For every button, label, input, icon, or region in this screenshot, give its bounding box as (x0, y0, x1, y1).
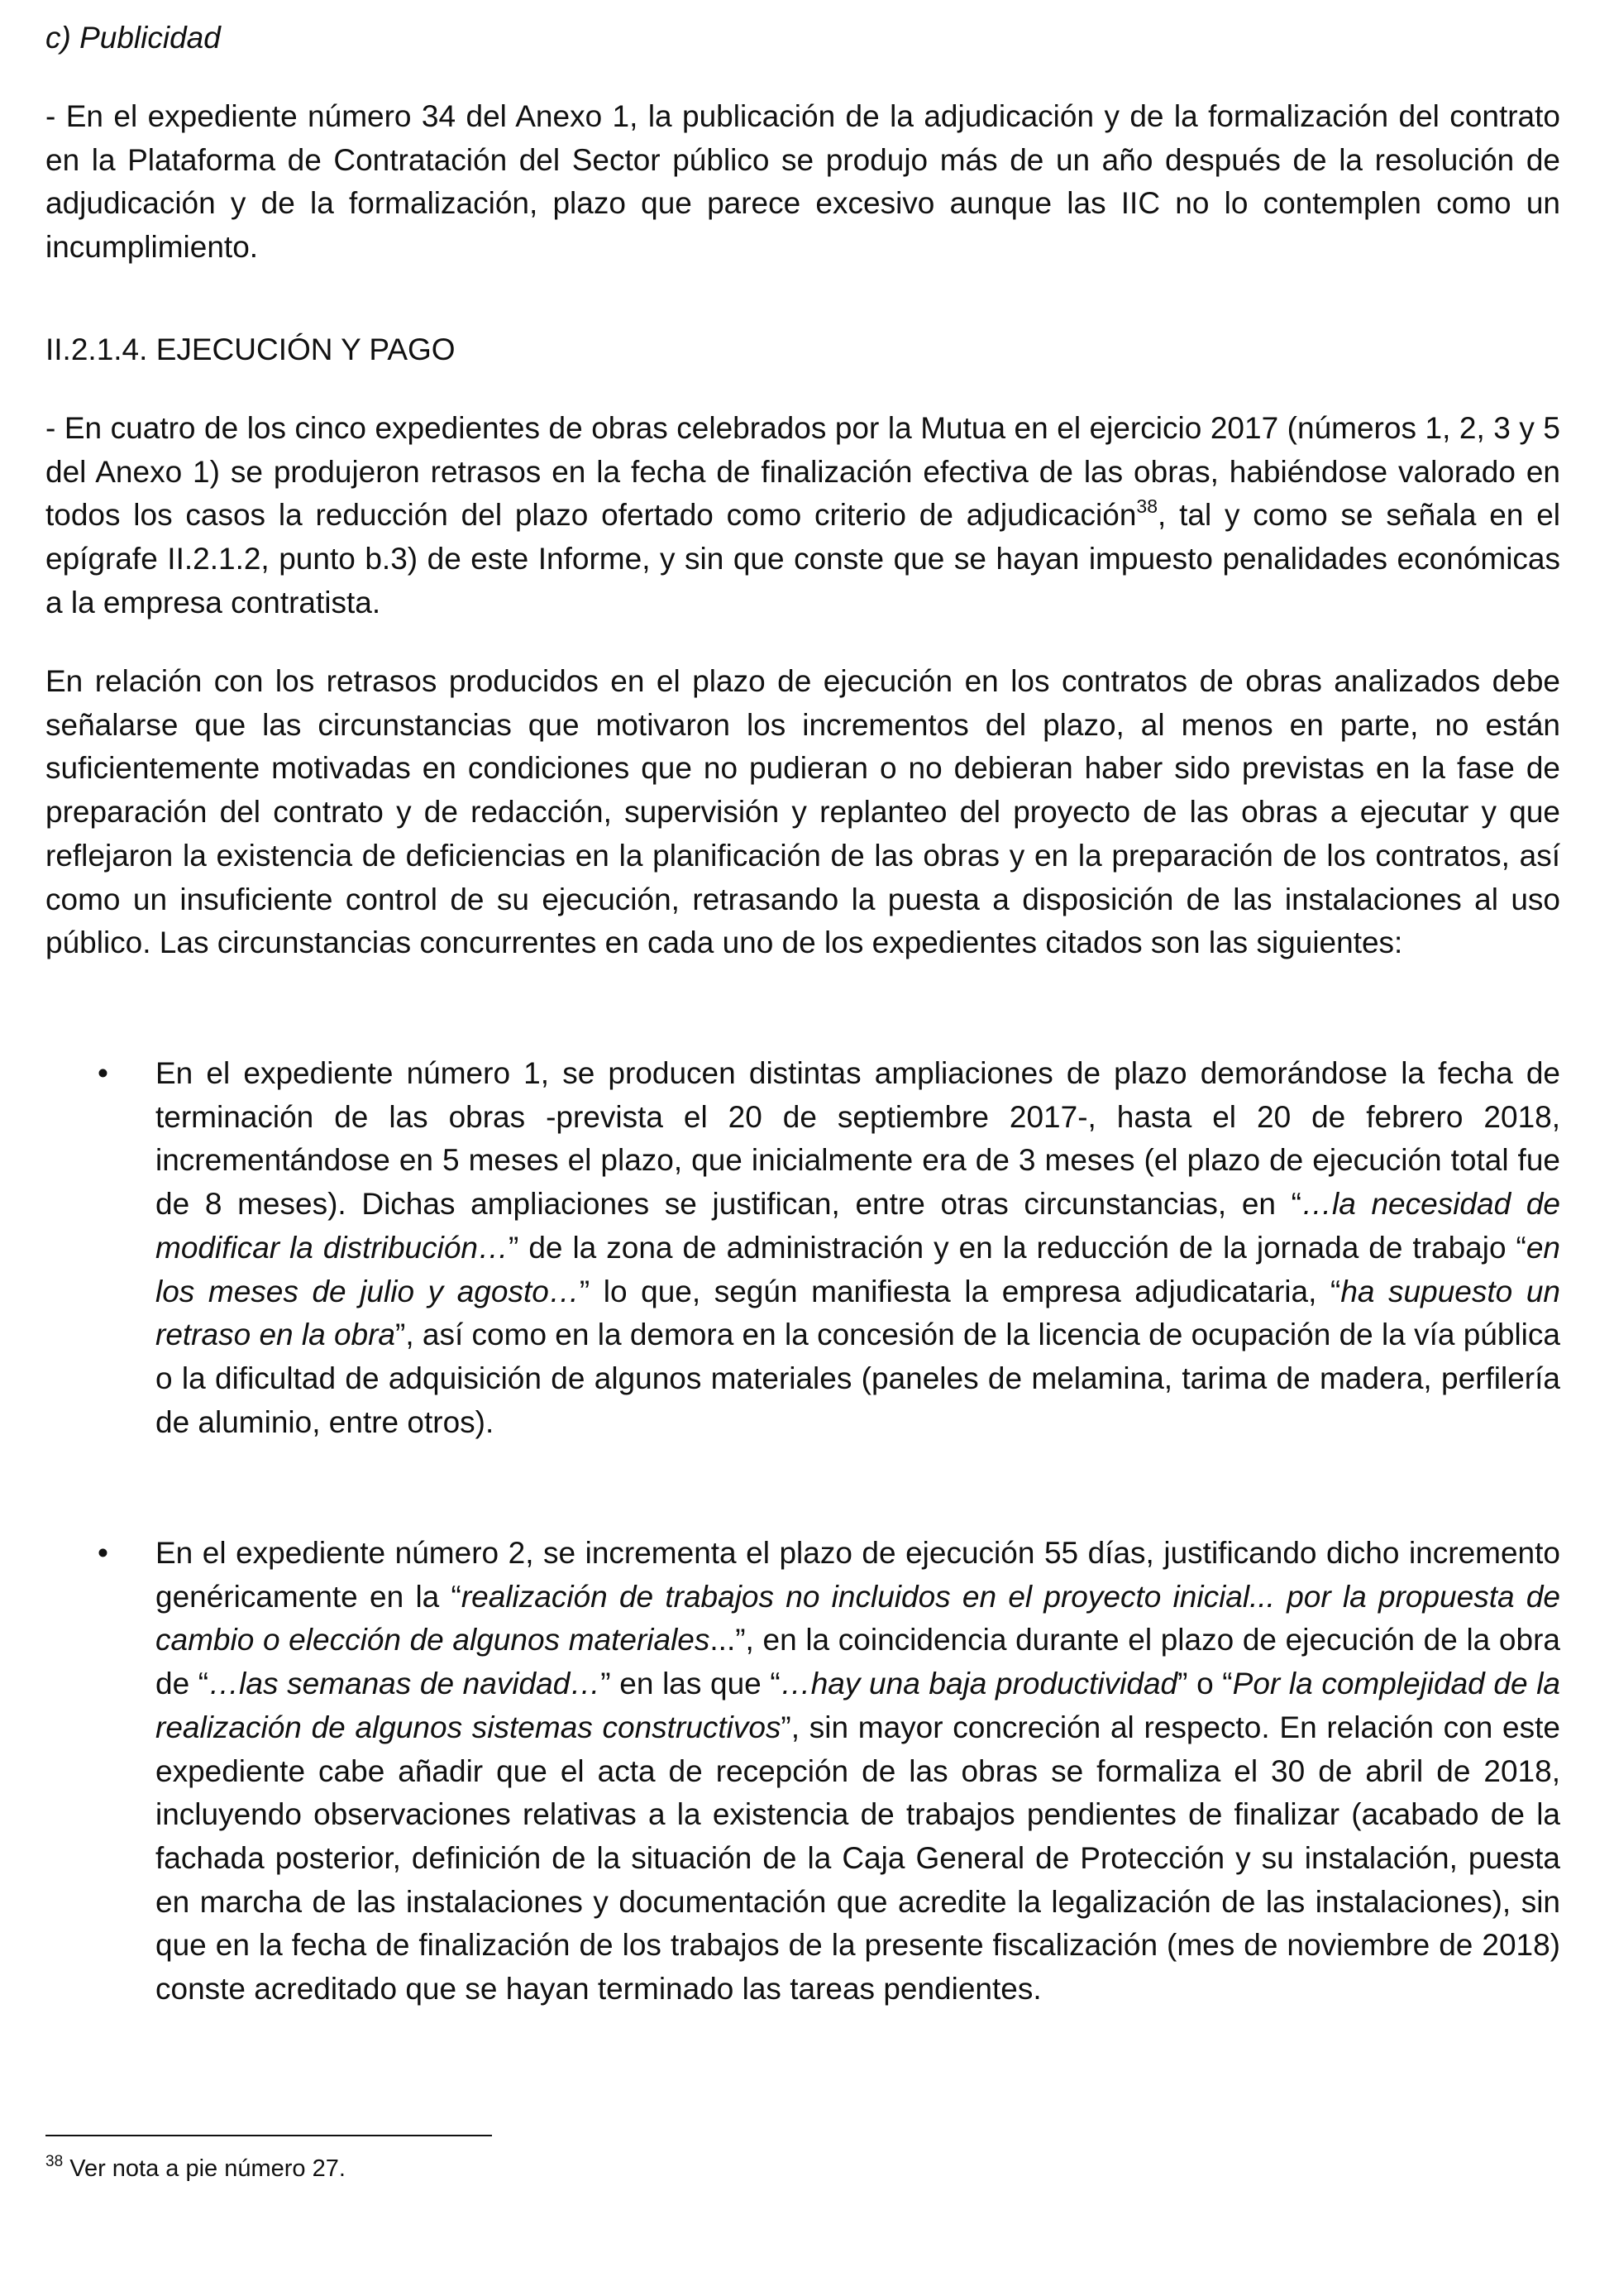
list-item-quote: en los meses de julio y agosto… (155, 1230, 1560, 1308)
footnote-reference: 38 (1136, 495, 1158, 518)
list-item-text: En el expediente número 2, se incrementa el plazo de ejecución 55 días, justificando dicho incremento genéricamente en la “ (155, 1536, 1560, 1614)
list-item-text: ” lo que, según manifiesta la empresa adjudicataria, “ (579, 1274, 1341, 1308)
list-item-quote: …la necesidad de modificar la distribución… (155, 1187, 1560, 1265)
footnote-number: 38 (45, 2153, 64, 2170)
footnote-text: Ver nota a pie número 27. (63, 2155, 346, 2182)
paragraph-ejecucion-text-a: - En cuatro de los cinco expedientes de obras celebrados por la Mutua en el ejercicio 2017 (números 1, 2, 3 y 5 del Anexo 1) se produjeron retrasos en la fecha de finalización efectiva de las obras, habiéndose valorado en todos los casos la reducción del plazo ofertado como criterio de adjudicación (45, 411, 1560, 533)
list-item-text: En el expediente número 1, se producen distintas ampliaciones de plazo demorándose la fecha de terminación de las obras -prevista el 20 de septiembre 2017-, hasta el 20 de febrero 2018, incrementándose en 5 meses el plazo, que inicialmente era de 3 meses (el plazo de ejecución total fue de 8 meses). Dichas ampliaciones se justifican, entre otras circunstancias, en “ (155, 1056, 1560, 1222)
list-item-expediente-2 (155, 1532, 1560, 2011)
list-item-quote: ha supuesto un retraso en la obra (155, 1274, 1560, 1352)
list-item-text: ” o “ (1177, 1667, 1233, 1701)
bullet-marker: • (98, 1056, 108, 1090)
list-item-expediente-1 (155, 1052, 1560, 1444)
paragraph-publicidad: - En el expediente número 34 del Anexo 1, la publicación de la adjudicación y de la formalización del contrato en la Plataforma de Contratación del Sector público se produjo más de un año después de la resolución de adjudicación y de la formalización, plazo que parece excesivo aunque las IIC no lo contemplen como un incumplimiento. (45, 99, 1560, 265)
list-item-quote: realización de trabajos no incluidos en el proyecto inicial... por la propuesta de cambio o elección de algunos materiales (155, 1579, 1560, 1657)
bullet-marker: • (98, 1536, 108, 1570)
list-item-quote: …hay una baja productividad (780, 1667, 1178, 1701)
paragraph-ejecucion (45, 407, 1560, 625)
paragraph-ejecucion-text-b: , tal y como se señala en el epígrafe II.2.1.2, punto b.3) de este Informe, y sin que conste que se hayan impuesto penalidades económicas a la empresa contratista. (45, 498, 1560, 619)
list-item-text: ” en las que “ (600, 1667, 781, 1701)
list-item-text: ” de la zona de administración y en la reducción de la jornada de trabajo “ (509, 1230, 1526, 1265)
list-item-text: ”, sin mayor concreción al respecto. En relación con este expediente cabe añadir que el acta de recepción de las obras se formaliza el 30 de abril de 2018, incluyendo observaciones relativas a la existencia de trabajos pendientes de finalizar (acabado de la fachada posterior, definición de la situación de la Caja General de Protección y su instalación, puesta en marcha de las instalaciones y documentación que acredite la legalización de las instalaciones), sin que en la fecha de finalización de los trabajos de la presente fiscalización (mes de noviembre de 2018) conste acreditado que se hayan terminado las tareas pendientes. (155, 1710, 1560, 2007)
heading-ejecucion-pago: II.2.1.4. EJECUCIÓN Y PAGO (45, 332, 456, 366)
heading-publicidad: c) Publicidad (45, 21, 221, 55)
list-item-quote: …las semanas de navidad… (208, 1667, 601, 1701)
footnote (45, 2152, 346, 2185)
list-item-text: ”, así como en la demora en la concesión de la licencia de ocupación de la vía pública o la dificultad de adquisición de algunos materiales (paneles de melamina, tarima de madera, perfilería de aluminio, entre otros). (155, 1318, 1560, 1439)
list-item-text: ...”, en la coincidencia durante el plazo de ejecución de la obra de “ (155, 1623, 1560, 1701)
paragraph-retrasos: En relación con los retrasos producidos en el plazo de ejecución en los contratos de obras analizados debe señalarse que las circunstancias que motivaron los incrementos del plazo, al menos en parte, no están suficientemente motivadas en condiciones que no pudieran o no debieran haber sido previstas en la fase de preparación del contrato y de redacción, supervisión y replanteo del proyecto de las obras a ejecutar y que reflejaron la existencia de deficiencias en la planificación de las obras y en la preparación de los contratos, así como un insuficiente control de su ejecución, retrasando la puesta a disposición de las instalaciones al uso público. Las circunstancias concurrentes en cada uno de los expedientes citados son las siguientes: (45, 664, 1560, 960)
list-item-quote: Por la complejidad de la realización de algunos sistemas constructivos (155, 1667, 1561, 1744)
footnote-separator (45, 2135, 492, 2136)
